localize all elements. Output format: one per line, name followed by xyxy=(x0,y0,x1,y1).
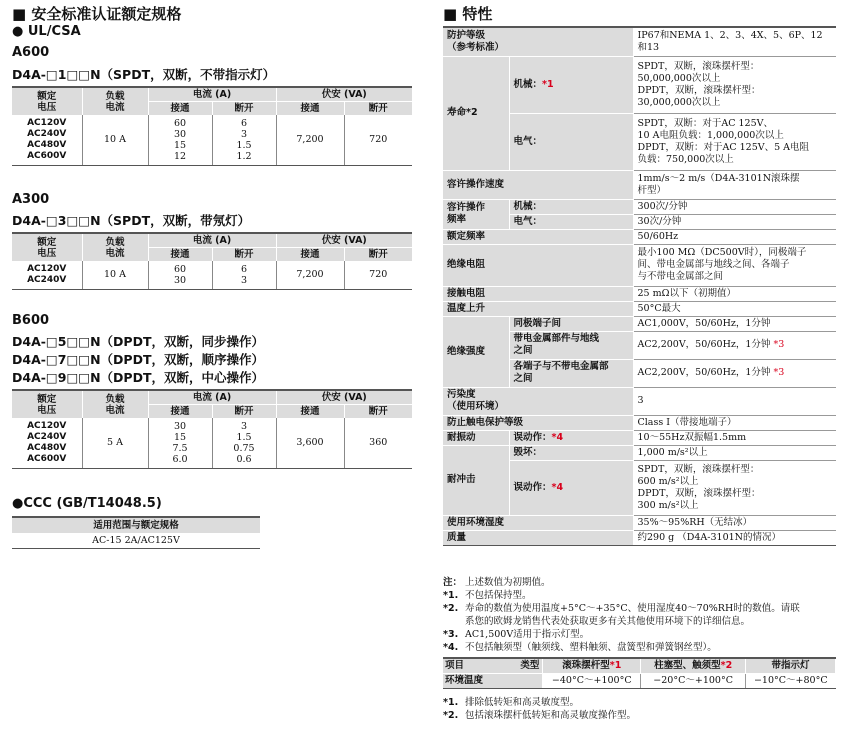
life-mech-value: SPDT，双断，滚珠摆杆型： 50,000,000次以上 DPDT，双断，滚珠摆杆型： 30,000,000次以上 xyxy=(633,56,836,113)
dielectric-2-label: 带电金属部件与地线 之间 xyxy=(509,331,633,359)
a300-table xyxy=(12,232,412,290)
contact-resistance-value: 25 mΩ以下（初期值） xyxy=(633,286,836,301)
b600-va-break: 360 xyxy=(344,418,412,468)
current-header: 电流 (A) xyxy=(148,390,276,404)
load-current-header: 负载 电流 xyxy=(82,233,148,261)
current-header: 电流 (A) xyxy=(148,233,276,247)
env-header-col1: 滚珠摆杆型*1 xyxy=(543,658,641,674)
mass-label: 质量 xyxy=(443,530,633,545)
insulation-resistance-label: 绝缘电阻 xyxy=(443,244,633,286)
b600-load-current: 5 A xyxy=(82,418,148,468)
va-break-header: 断开 xyxy=(344,404,412,418)
current-break-header: 断开 xyxy=(212,101,276,115)
env-header-col3: 带指示灯 xyxy=(746,658,836,674)
b600-model-2: D4A-□7□□N（DPDT，双断，顺序操作） xyxy=(12,352,264,367)
env-val-1: −40°C～+100°C xyxy=(543,674,641,689)
humidity-value: 35%～95%RH（无结冰） xyxy=(633,515,836,530)
life-elec-label: 电气： xyxy=(509,113,633,170)
current-make-header: 接通 xyxy=(148,247,212,261)
shock-malfunction-label: 误动作：*4 xyxy=(509,460,633,515)
characteristics-table xyxy=(443,26,836,546)
pollution-value: 3 xyxy=(633,387,836,415)
env-note-1: *2. 包括滚珠摆杆低转矩和高灵敏度操作型。 xyxy=(443,710,637,721)
b600-va-make: 3,600 xyxy=(276,418,344,468)
note-5: *4. 不包括触须型（触须线、塑料触须、盘簧型和弹簧钢丝型）。 xyxy=(443,642,717,653)
vibration-value: 10～55Hz双振幅1.5mm xyxy=(633,430,836,445)
current-header: 电流 (A) xyxy=(148,87,276,101)
freq-label: 容许操作 频率 xyxy=(443,199,509,229)
dielectric-label: 绝缘强度 xyxy=(443,316,509,387)
rated-freq-value: 50/60Hz xyxy=(633,229,836,244)
a600-va-break: 720 xyxy=(344,115,412,165)
freq-elec-label: 电气： xyxy=(509,214,633,229)
a300-voltages: AC120V AC240V xyxy=(12,261,82,289)
a600-heading: A600 xyxy=(12,45,50,60)
notes-block xyxy=(443,576,843,654)
ulcsa-title: ● UL/CSA xyxy=(12,24,81,39)
a300-load-current: 10 A xyxy=(82,261,148,289)
speed-value: 1mm/s～2 m/s（D4A-3101N滚珠摆 杆型） xyxy=(633,170,836,199)
rated-freq-label: 额定频率 xyxy=(443,229,633,244)
env-row-label: 环境温度 xyxy=(443,674,543,689)
note-4: *3. AC1,500V适用于指示灯型。 xyxy=(443,629,590,640)
vibration-label: 耐振动 xyxy=(443,430,509,445)
env-temp-table xyxy=(443,657,836,689)
a300-heading: A300 xyxy=(12,192,50,207)
va-break-header: 断开 xyxy=(344,101,412,115)
protection-value: IP67和NEMA 1、2、3、4X、5、6P、12和13 xyxy=(633,27,836,56)
temp-rise-label: 温度上升 xyxy=(443,301,633,316)
b600-current-break: 3 1.5 0.75 0.6 xyxy=(212,418,276,468)
current-make-header: 接通 xyxy=(148,404,212,418)
b600-model-3: D4A-□9□□N（DPDT，双断，中心操作） xyxy=(12,370,264,385)
env-notes-block xyxy=(443,696,843,722)
shock-malfunction-value: SPDT，双断，滚珠摆杆型： 600 m/s²以上 DPDT，双断，滚珠摆杆型： 300 m/s²以上 xyxy=(633,460,836,515)
dielectric-2-value: AC2,200V，50/60Hz，1分钟 *3 xyxy=(633,331,836,359)
ccc-header: 适用范围与额定规格 xyxy=(12,517,260,533)
dielectric-3-label: 各端子与不带电金属部 之间 xyxy=(509,359,633,387)
ccc-table xyxy=(12,516,260,549)
dielectric-1-label: 同极端子间 xyxy=(509,316,633,331)
va-header: 伏安 (VA) xyxy=(276,87,412,101)
mass-value: 约290 g （D4A-3101N的情况） xyxy=(633,530,836,545)
life-label: 寿命*2 xyxy=(443,56,509,170)
dielectric-1-value: AC1,000V，50/60Hz，1分钟 xyxy=(633,316,836,331)
freq-mech-label: 机械： xyxy=(509,199,633,214)
humidity-label: 使用环境湿度 xyxy=(443,515,633,530)
shock-label: 耐冲击 xyxy=(443,445,509,515)
protection-label: 防护等级 （参考标准） xyxy=(443,27,633,56)
a600-table xyxy=(12,86,412,166)
env-note-0: *1. 排除低转矩和高灵敏度型。 xyxy=(443,697,580,708)
a300-va-break: 720 xyxy=(344,261,412,289)
a300-current-make: 60 30 xyxy=(148,261,212,289)
note-2: *2. 寿命的数值为使用温度+5°C～+35°C、使用湿度40～70%RH时的数值。请联 xyxy=(443,603,800,614)
note-0: 注： 上述数值为初期值。 xyxy=(443,577,551,588)
note-3: 系您的欧姆龙销售代表处获取更多有关其他使用环境下的详细信息。 xyxy=(465,616,751,627)
current-make-header: 接通 xyxy=(148,101,212,115)
rated-voltage-header: 额定 电压 xyxy=(12,390,82,418)
shock-protection-value: Class I（带接地端子） xyxy=(633,415,836,430)
ccc-title: ●CCC (GB/T14048.5) xyxy=(12,496,162,511)
env-header-item-type: 项目 类型 xyxy=(443,658,543,674)
env-val-3: −10°C～+80°C xyxy=(746,674,836,689)
a600-current-make: 60 30 15 12 xyxy=(148,115,212,165)
a600-voltages: AC120V AC240V AC480V AC600V xyxy=(12,115,82,165)
speed-label: 容许操作速度 xyxy=(443,170,633,199)
b600-table xyxy=(12,389,412,469)
note-1: *1. 不包括保持型。 xyxy=(443,590,532,601)
dielectric-3-value: AC2,200V，50/60Hz，1分钟 *3 xyxy=(633,359,836,387)
va-make-header: 接通 xyxy=(276,101,344,115)
pollution-label: 污染度 （使用环境） xyxy=(443,387,633,415)
a600-model: D4A-□1□□N（SPDT，双断，不带指示灯） xyxy=(12,67,276,82)
safety-section-title: ■ 安全标准认证额定规格 xyxy=(12,5,182,23)
destruction-value: 1,000 m/s²以上 xyxy=(633,445,836,460)
env-val-2: −20°C～+100°C xyxy=(641,674,746,689)
ccc-value: AC-15 2A/AC125V xyxy=(12,533,260,549)
load-current-header: 负载 电流 xyxy=(82,87,148,115)
va-header: 伏安 (VA) xyxy=(276,233,412,247)
life-elec-value: SPDT，双断：对于AC 125V、 10 A电阻负载：1,000,000次以上 DPDT，双断：对于AC 125V、5 A电阻 负载：750,000次以上 xyxy=(633,113,836,170)
env-header-col2: 柱塞型、触须型*2 xyxy=(641,658,746,674)
load-current-header: 负载 电流 xyxy=(82,390,148,418)
a600-va-make: 7,200 xyxy=(276,115,344,165)
a300-model: D4A-□3□□N（SPDT，双断，带氖灯） xyxy=(12,213,251,228)
b600-current-make: 30 15 7.5 6.0 xyxy=(148,418,212,468)
insulation-resistance-value: 最小100 MΩ（DC500V时），同极端子 间、带电金属部与地线之间、各端子 与不带电金属部之间 xyxy=(633,244,836,286)
b600-model-1: D4A-□5□□N（DPDT，双断，同步操作） xyxy=(12,334,264,349)
a300-va-make: 7,200 xyxy=(276,261,344,289)
a300-current-break: 6 3 xyxy=(212,261,276,289)
b600-voltages: AC120V AC240V AC480V AC600V xyxy=(12,418,82,468)
freq-mech-value: 300次/分钟 xyxy=(633,199,836,214)
shock-protection-label: 防止触电保护等级 xyxy=(443,415,633,430)
b600-heading: B600 xyxy=(12,313,50,328)
rated-voltage-header: 额定 电压 xyxy=(12,87,82,115)
a600-current-break: 6 3 1.5 1.2 xyxy=(212,115,276,165)
freq-elec-value: 30次/分钟 xyxy=(633,214,836,229)
rated-voltage-header: 额定 电压 xyxy=(12,233,82,261)
current-break-header: 断开 xyxy=(212,247,276,261)
va-header: 伏安 (VA) xyxy=(276,390,412,404)
va-make-header: 接通 xyxy=(276,247,344,261)
contact-resistance-label: 接触电阻 xyxy=(443,286,633,301)
a600-load-current: 10 A xyxy=(82,115,148,165)
characteristics-section-title: ■ 特性 xyxy=(443,5,493,23)
va-make-header: 接通 xyxy=(276,404,344,418)
destruction-label: 毁坏： xyxy=(509,445,633,460)
life-mech-label: 机械：*1 xyxy=(509,56,633,113)
temp-rise-value: 50°C最大 xyxy=(633,301,836,316)
vibration-malfunction-label: 误动作：*4 xyxy=(509,430,633,445)
va-break-header: 断开 xyxy=(344,247,412,261)
current-break-header: 断开 xyxy=(212,404,276,418)
